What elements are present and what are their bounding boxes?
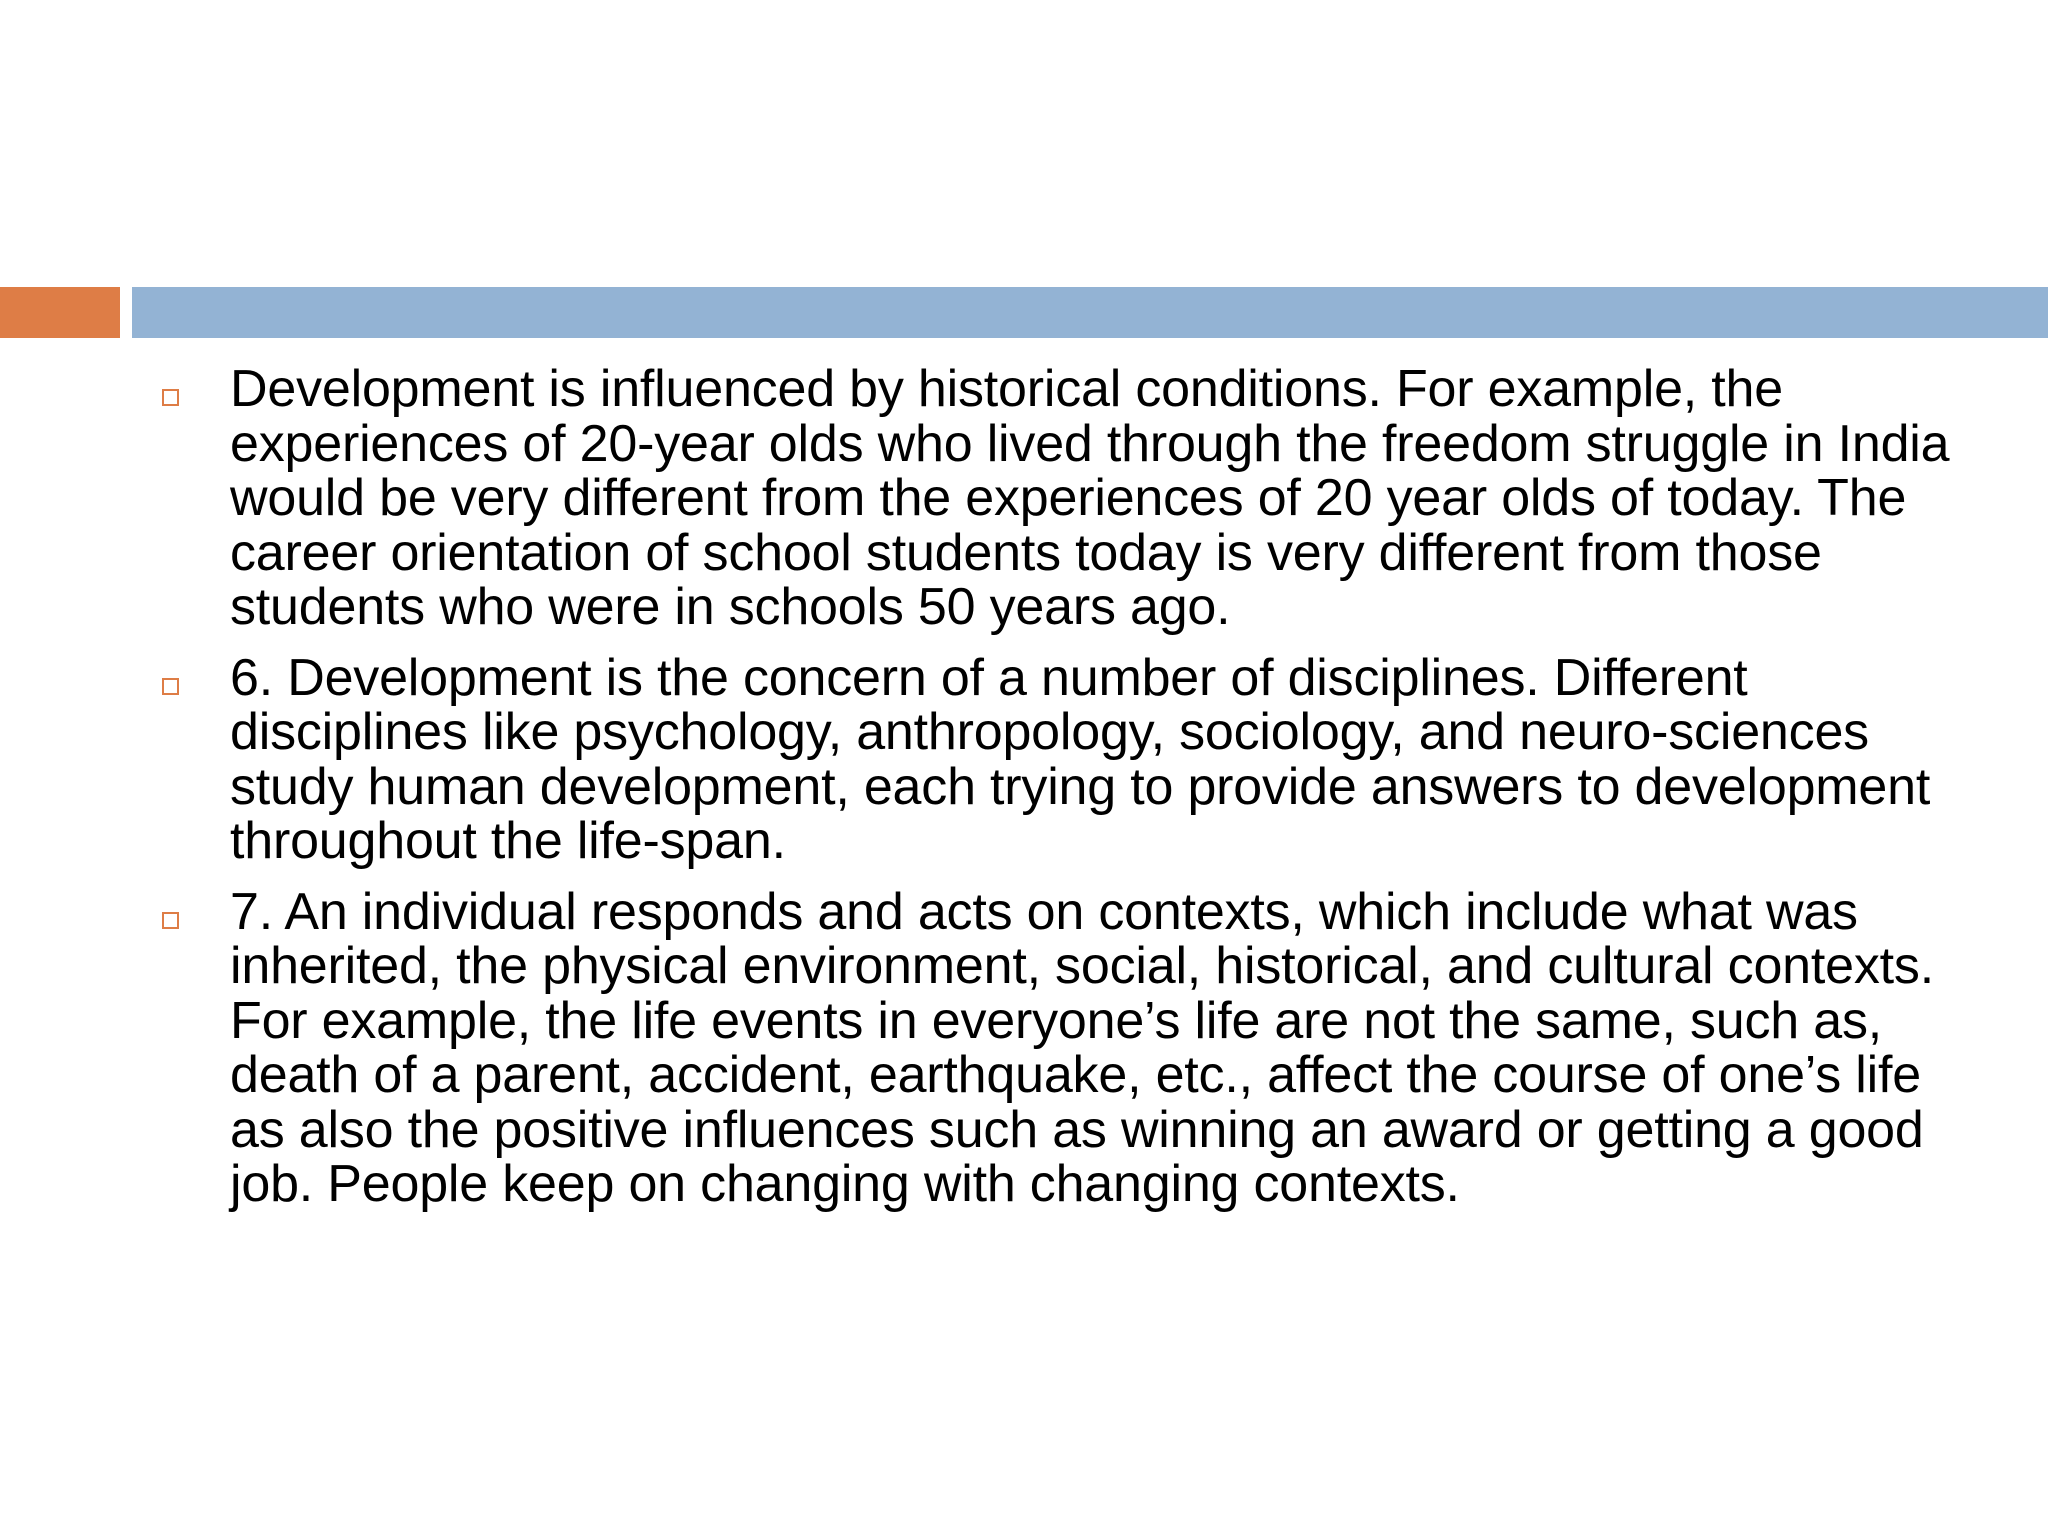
bullet-text: 7. An individual responds and acts on contexts, which include what was inherited, the physical environment, social, historical, and cultural contexts. For example, the life events in everyone’s life are not the same, such as, death of a parent, accident, earthquake, etc., affect the course of one’s life as also the positive influences such as winning an award or getting a good job. People keep on changing with changing contexts.	[230, 882, 1934, 1213]
bullet-item	[158, 362, 1958, 635]
hollow-square-icon	[162, 912, 179, 929]
header-accent-blue	[132, 287, 2048, 338]
hollow-square-icon	[162, 389, 179, 406]
header-accent-orange	[0, 287, 120, 338]
bullet-text: 6. Development is the concern of a number of disciplines. Different disciplines like psychology, anthropology, sociology, and neuro-sciences study human development, each trying to provide answers to development throughout the life-span.	[230, 648, 1931, 870]
bullet-item	[158, 882, 1958, 1213]
bullet-text: Development is influenced by historical conditions. For example, the experiences of 20-year olds who lived through the freedom struggle in India would be very different from the experiences of 20 year olds of today. The career orientation of school students today is very different from those students who were in schools 50 years ago.	[230, 360, 1950, 636]
bullet-item	[158, 648, 1958, 870]
hollow-square-icon	[162, 678, 179, 695]
bullet-list	[158, 362, 1958, 1228]
